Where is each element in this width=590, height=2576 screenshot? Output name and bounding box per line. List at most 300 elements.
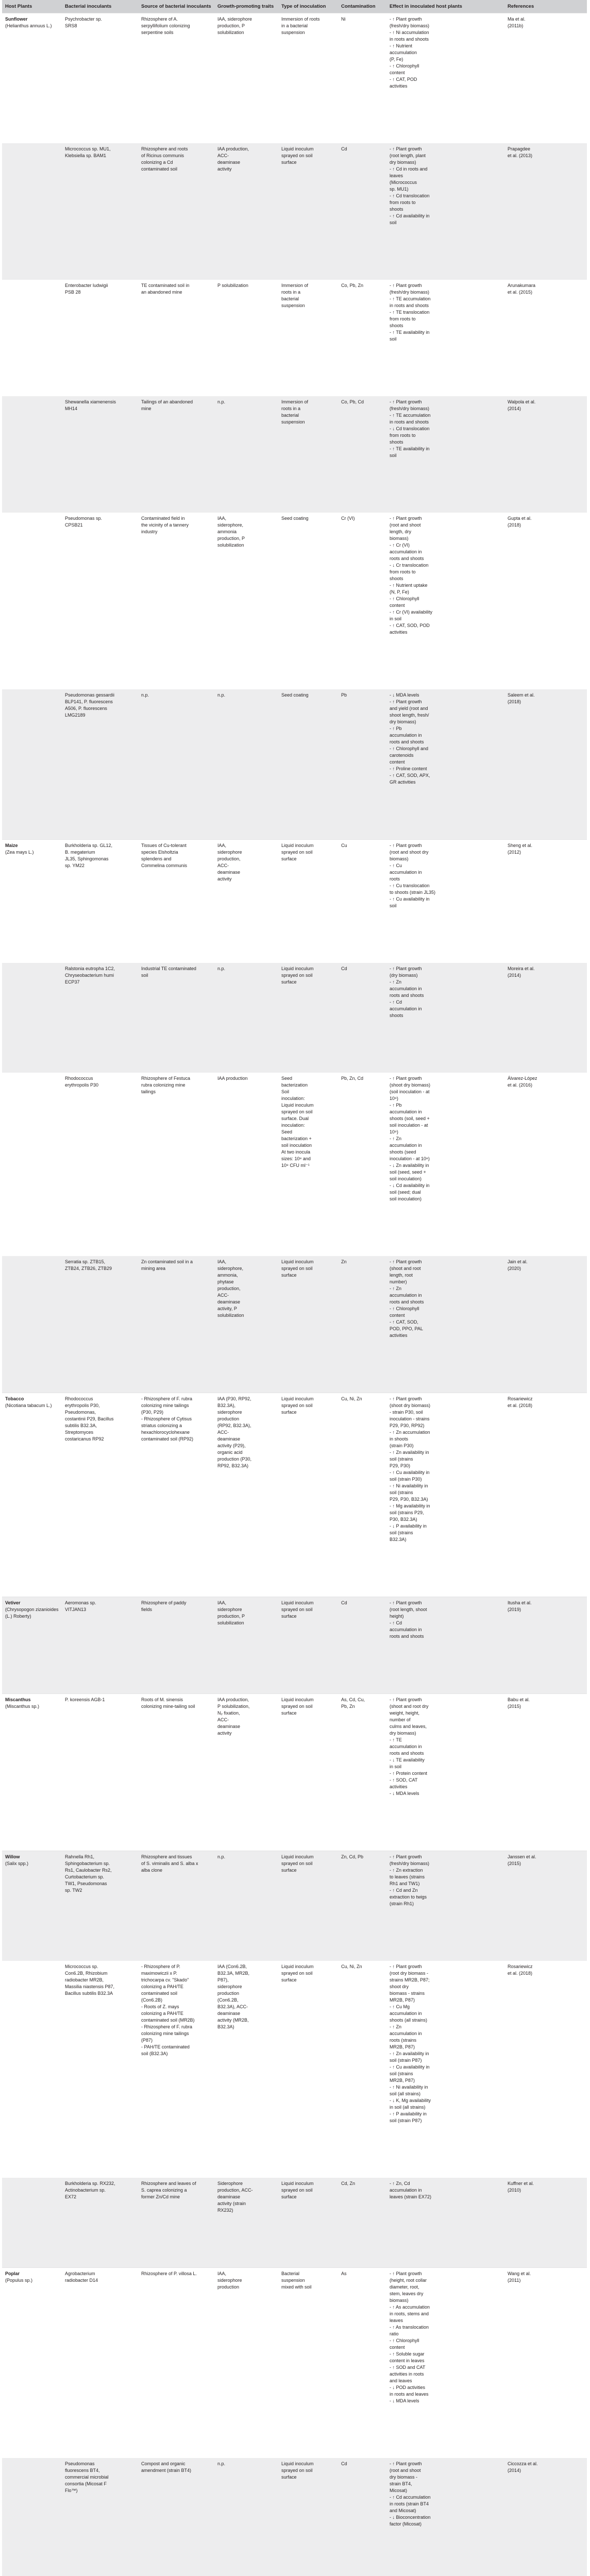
inoculation-cell (278, 1851, 338, 1961)
bacterial-inoculants-cell (62, 1694, 138, 1851)
references-cell (504, 143, 587, 280)
cell-line: IAA, (217, 1259, 227, 1264)
references-cell (504, 1851, 587, 1961)
cell-line: siderophore (217, 1607, 242, 1612)
cell-line: - ↑ Plant growth (390, 146, 422, 151)
cell-line: erythropolis P30, (65, 1403, 100, 1408)
contamination-cell (338, 13, 386, 144)
table-row (2, 1851, 587, 1961)
cell-line: - ↓ P availability in (390, 1523, 427, 1529)
host-plant-cell (2, 13, 62, 144)
cell-line: in soil (390, 1764, 402, 1769)
cell-line: As (341, 2271, 347, 2276)
cell-line: tailings (141, 1089, 156, 1094)
cell-line: - ↑ Chlorophyll (390, 63, 419, 69)
cell-line: Liquid inoculum (281, 1697, 314, 1702)
cell-line: Con6.2B, Rhizobium (65, 1971, 108, 1976)
cell-line: B32.3A), (217, 1403, 236, 1408)
cell-line: Sheng et al. (508, 843, 533, 848)
cell-line: soil (strains P29, (390, 1510, 424, 1515)
cell-line: in shoots (390, 1436, 409, 1442)
cell-line: Janssen et al. (508, 1854, 536, 1859)
cell-line: Contaminated field in (141, 516, 185, 521)
cell-line: Cu, Ni, Zn (341, 1964, 362, 1969)
cell-line: (shoot and root dry (390, 1704, 429, 1709)
cell-line: (2015) (508, 1861, 521, 1866)
host-plant-cell (2, 1851, 62, 1961)
cell-line: amendment (strain BT4) (141, 2468, 192, 2473)
cell-line: industry (141, 529, 158, 534)
cell-line: Tailings of an abandoned (141, 399, 193, 404)
cell-line: Commelina communis (141, 863, 188, 868)
inoculation-cell (278, 2458, 338, 2576)
cell-line: accumulation in (390, 1109, 422, 1114)
cell-line: activities in roots (390, 2371, 424, 2377)
cell-line: et al. (2013) (508, 153, 533, 158)
cell-line: Soil (281, 1089, 290, 1094)
cell-line: - ↑ Plant growth (390, 1600, 422, 1605)
table-row (2, 2458, 587, 2576)
cell-line: - ↑ Cd availability in (390, 213, 430, 218)
cell-line: - ↑ P availability in (390, 2111, 427, 2116)
cell-line: Bacterial (281, 2271, 300, 2276)
cell-line: Burkholderia sp. GL12, (65, 843, 113, 848)
cell-line: erythropolis P30 (65, 1082, 99, 1088)
effect-cell (386, 689, 504, 840)
cell-line: (root length, plant (390, 153, 426, 158)
cell-line: Rosariewicz (508, 1396, 533, 1401)
cell-line: content (390, 603, 405, 608)
cell-line: colonizing a Cd (141, 160, 173, 165)
cell-line: MR2B, P87) (390, 2078, 415, 2083)
cell-line: deaminase (217, 160, 241, 165)
cell-line: inoculation - strains (390, 1416, 430, 1421)
cell-line: (2019) (508, 1607, 521, 1612)
cell-line: - ↑ Cu availability in (390, 2064, 430, 2070)
growth-traits-cell (214, 1073, 278, 1256)
cell-line: - ↑ Cu availability in (390, 1470, 430, 1475)
contamination-cell (338, 2458, 386, 2576)
cell-line: - ↑ Cr (VI) availability (390, 609, 433, 615)
cell-line: (fresh/dry biomass) (390, 23, 430, 28)
cell-line: shoots (all strains) (390, 2018, 428, 2023)
inoculation-cell (278, 13, 338, 144)
cell-line: radiobacter D14 (65, 2278, 98, 2283)
cell-line: Curtobacterium sp. (65, 1874, 105, 1879)
effect-cell (386, 1694, 504, 1851)
effect-cell (386, 2268, 504, 2459)
cell-line: sprayed on soil (281, 153, 313, 158)
effect-cell (386, 513, 504, 689)
cell-line: TW1, Pseudomonas (65, 1881, 107, 1886)
cell-line: shoots (soil, seed + (390, 1116, 430, 1121)
cell-line: - ↑ Plant growth (390, 2461, 422, 2466)
inoculation-cell (278, 1256, 338, 1393)
cell-line: - ↑ Plant growth (390, 399, 422, 404)
cell-line: bacterial (281, 296, 299, 301)
cell-line: Ralstonia eutropha 1C2, (65, 966, 115, 971)
cell-line: Shewanella xiamenensis (65, 399, 116, 404)
cell-line: - ↑ TE accumulation (390, 296, 431, 301)
cell-line: Liquid inoculum (281, 2461, 314, 2466)
cell-line: inoculation: (281, 1123, 305, 1128)
cell-line: - ↑ Plant growth (390, 843, 422, 848)
cell-line: ZTB24, ZTB26, ZTB29 (65, 1266, 112, 1271)
inoculation-cell (278, 963, 338, 1073)
cell-line: n.p. (217, 692, 226, 698)
host-plant-cell (2, 1961, 62, 2178)
cell-line: (shoot and root (390, 1266, 421, 1271)
cell-line: - ↑ Mg availability in (390, 1503, 430, 1509)
bacterial-inoculants-cell (62, 2458, 138, 2576)
inoculation-cell (278, 280, 338, 396)
cell-line: - Rhizosphere of P. (141, 1964, 180, 1969)
contamination-cell (338, 2268, 386, 2459)
cell-line: biomass) (390, 536, 409, 541)
cell-line: Prapagdee (508, 146, 531, 151)
cell-line: contaminated soil (RP92) (141, 1436, 194, 1442)
cell-line: Siderophore (217, 2181, 243, 2186)
cell-line: et al. (2018) (508, 1971, 533, 1976)
host-plant-cell (2, 396, 62, 513)
header-bacterial-inoculants: Bacterial inoculants (62, 0, 138, 13)
cell-line: Rhodococcus (65, 1076, 93, 1081)
cell-line: height) (390, 1614, 404, 1619)
inoculation-cell (278, 1694, 338, 1851)
header-inoculation-type: Type of inoculation (278, 0, 338, 13)
source-cell (138, 1961, 214, 2178)
bacterial-inoculants-cell (62, 2178, 138, 2268)
cell-line: sprayed on soil (281, 1403, 313, 1408)
cell-line: in roots and shoots (390, 419, 429, 425)
cell-line: colonizing a PAH/TE (141, 2011, 183, 2016)
effect-cell (386, 963, 504, 1073)
cell-line: contaminated soil (MR2B) (141, 2018, 195, 2023)
contamination-cell (338, 689, 386, 840)
bacterial-inoculants-cell (62, 689, 138, 840)
cell-line: production, P (217, 536, 245, 541)
cell-line: (Con6.2B, (217, 1997, 239, 2003)
cell-line: alba clone (141, 1868, 163, 1873)
cell-line: (dry biomass) (390, 973, 418, 978)
references-cell (504, 1256, 587, 1393)
cell-line: - ↑ TE availability in (390, 446, 430, 451)
cell-line: production, P (217, 1614, 245, 1619)
cell-line: number) (390, 1279, 407, 1284)
inoculation-cell (278, 2268, 338, 2459)
cell-line: IAA production, (217, 146, 249, 151)
cell-line: Micosat) (390, 2488, 408, 2493)
cell-line: IAA, (217, 843, 227, 848)
cell-line: extraction to twigs (390, 1894, 427, 1900)
cell-line: POD, PPO, PAL (390, 1326, 423, 1331)
contamination-cell (338, 2178, 386, 2268)
source-cell (138, 1256, 214, 1393)
cell-line: biomass - strains (390, 1991, 425, 1996)
cell-line: production, (217, 856, 241, 861)
cell-line: accumulation in (390, 1006, 422, 1011)
effect-cell (386, 1851, 504, 1961)
cell-line: (soil inoculation - at (390, 1089, 430, 1094)
cell-line: Bacillus subtilis B32.3A (65, 1991, 113, 1996)
growth-traits-cell (214, 13, 278, 144)
cell-line: SRS8 (65, 23, 77, 28)
cell-line: Enterobacter ludwigii (65, 283, 108, 288)
table-row (2, 280, 587, 396)
cell-line: in roots and leaves (390, 2392, 429, 2397)
cell-line: P solubilization, (217, 1704, 250, 1709)
cell-line: hexachlorocyclohexane (141, 1430, 190, 1435)
cell-line: - ↑ Ni availability in (390, 1483, 428, 1488)
cell-line: Liquid inoculum (281, 1600, 314, 1605)
cell-line: accumulation in (390, 549, 422, 554)
cell-line: - ↑ Plant growth (390, 1854, 422, 1859)
cell-line: sizes: 10⁸ and (281, 1156, 311, 1161)
growth-traits-cell (214, 840, 278, 963)
cell-line: - Rhizosphere of F. rubra (141, 2024, 193, 2029)
cell-line: - ↑ Cd in roots and (390, 166, 428, 172)
source-cell (138, 689, 214, 840)
cell-line: IAA, (217, 2271, 227, 2276)
cell-line: mining area (141, 1266, 166, 1271)
growth-traits-cell (214, 689, 278, 840)
cell-line: Itusha et al. (508, 1600, 532, 1605)
cell-line: activity (P29), (217, 1443, 246, 1448)
cell-line: sprayed on soil (281, 1704, 313, 1709)
cell-line: B32.3A), ACC- (217, 2004, 248, 2009)
cell-line: (N, P, Fe) (390, 589, 409, 595)
cell-line: - ↑ Zn (390, 1286, 402, 1291)
cell-line: Micrococcus sp. MU1, (65, 146, 111, 151)
cell-line: Immersion of roots (281, 16, 320, 22)
table-row (2, 1073, 587, 1256)
cell-line: - ↑ Soluble sugar (390, 2351, 425, 2357)
growth-traits-cell (214, 1851, 278, 1961)
cell-line: IAA (P30, RP92, (217, 1396, 251, 1401)
cell-line: of Ricinus communis (141, 153, 184, 158)
cell-line: - ↓ Cd availability in (390, 1183, 430, 1188)
cell-line: surface (281, 2475, 297, 2480)
cell-line: - ↓ Cr translocation (390, 563, 429, 568)
cell-line: (root and shoot dry (390, 850, 429, 855)
source-cell (138, 2458, 214, 2576)
growth-traits-cell (214, 143, 278, 280)
bacterial-inoculants-cell (62, 280, 138, 396)
cell-line: subtilis B32.3A, (65, 1423, 97, 1428)
cell-line: - ↑ Cd and Zn (390, 1888, 418, 1893)
inoculation-cell (278, 396, 338, 513)
cell-line: sp. MU1) (390, 187, 409, 192)
table-row (2, 1961, 587, 2178)
cell-line: Seed (281, 1129, 293, 1134)
table-row (2, 513, 587, 689)
source-cell (138, 513, 214, 689)
cell-line: leaves (strain EX72) (390, 2194, 432, 2199)
cell-line: from roots to (390, 200, 416, 205)
cell-line: - ↑ Plant growth (390, 1697, 422, 1702)
cell-line: ACC- (217, 863, 229, 868)
cell-line: siderophore (217, 1410, 242, 1415)
cell-line: (RP92, B32.3A), (217, 1423, 251, 1428)
cell-line: P87), (217, 1977, 229, 1982)
bacterial-inoculants-cell (62, 963, 138, 1073)
cell-line: Jain et al. (508, 1259, 528, 1264)
cell-line: inoculation - at 10⁸) (390, 1156, 430, 1161)
cell-line: serpyllifolium colonizing (141, 23, 190, 28)
cell-line: length, root (390, 1273, 413, 1278)
cell-line: - ↓ K, Mg availability (390, 2098, 431, 2103)
cell-line: P29, P30) (390, 1463, 411, 1468)
cell-line: Co, Pb, Zn (341, 283, 364, 288)
contamination-cell (338, 143, 386, 280)
cell-line: former Zn/Cd mine (141, 2194, 180, 2199)
cell-line: Rs1, Caulobacter Rs2, (65, 1868, 112, 1873)
table-row (2, 2268, 587, 2459)
cell-line: - ↑ Cd translocation (390, 193, 430, 198)
cell-line: siderophore (217, 850, 242, 855)
cell-line: - ↑ Cu translocation (390, 883, 430, 888)
cell-line: Aeromonas sp. (65, 1600, 96, 1605)
cell-line: soil (390, 336, 397, 342)
references-cell (504, 2268, 587, 2459)
cell-line: MR2B, P87) (390, 2044, 415, 2049)
cell-line: Liquid inoculum (281, 146, 314, 151)
cell-line: number of (390, 1717, 411, 1722)
cell-line: B. megaterium (65, 850, 95, 855)
cell-line: At two inocula (281, 1149, 311, 1155)
cell-line: soil (390, 453, 397, 458)
cell-line: content (390, 759, 405, 765)
cell-line: Psychrobacter sp. (65, 16, 103, 22)
cell-line: 10⁹ CFU ml⁻¹ (281, 1163, 310, 1168)
effect-cell (386, 396, 504, 513)
cell-line: - ↑ Zn availability in (390, 2051, 429, 2056)
inoculation-table (2, 0, 587, 2576)
cell-line: striatus colonizing a (141, 1423, 182, 1428)
cell-line: Compost and organic (141, 2461, 186, 2466)
cell-line: mixed with soil (281, 2284, 312, 2290)
cell-line: n.p. (141, 692, 149, 698)
cell-line: carotenoids (390, 753, 414, 758)
cell-line: - ↓ TE availability (390, 1757, 425, 1762)
cell-line: activity (strain (217, 2201, 246, 2206)
growth-traits-cell (214, 396, 278, 513)
cell-line: ACC- (217, 1430, 229, 1435)
host-plant-cell (2, 1256, 62, 1393)
host-plant-cell (2, 689, 62, 840)
cell-line: B32.3A) (217, 2024, 234, 2029)
host-plant-name: Maize (5, 843, 18, 848)
inoculation-cell (278, 1597, 338, 1694)
cell-line: solubilization (217, 1313, 244, 1318)
cell-line: - ↑ Plant growth (390, 699, 422, 704)
cell-line: Pb (341, 692, 347, 698)
header-row (2, 0, 587, 13)
references-cell (504, 1961, 587, 2178)
source-cell (138, 13, 214, 144)
cell-line: - ↑ Plant growth (390, 16, 422, 22)
cell-line: bacterial (281, 413, 299, 418)
cell-line: factor (Micosat) (390, 2521, 422, 2527)
table-row (2, 689, 587, 840)
source-cell (138, 963, 214, 1073)
cell-line: surface (281, 1710, 297, 1716)
cell-line: sprayed on soil (281, 1607, 313, 1612)
cell-line: dry biomass) (390, 160, 416, 165)
host-plant-name: Tobacco (5, 1396, 24, 1401)
cell-line: - ↑ TE availability in (390, 330, 430, 335)
cell-line: Cd (341, 966, 347, 971)
cell-line: Serratia sp. ZTB15, (65, 1259, 106, 1264)
inoculation-cell (278, 689, 338, 840)
cell-line: - ↑ As translocation (390, 2325, 429, 2330)
cell-line: n.p. (217, 966, 226, 971)
table-row (2, 1393, 587, 1597)
cell-line: - ↑ Plant growth (390, 1964, 422, 1969)
cell-line: accumulation in (390, 986, 422, 991)
inoculation-cell (278, 143, 338, 280)
cell-line: Pb, Zn (341, 1704, 355, 1709)
growth-traits-cell (214, 280, 278, 396)
cell-line: Roots of M. sinensis (141, 1697, 183, 1702)
references-cell (504, 280, 587, 396)
cell-line: (Con6.2B) (141, 1997, 163, 2003)
references-cell (504, 396, 587, 513)
cell-line: diameter, root, (390, 2284, 419, 2290)
cell-line: deaminase (217, 1299, 241, 1304)
cell-line: deaminase (217, 2011, 241, 2016)
references-cell (504, 1597, 587, 1694)
cell-line: to leaves (strains (390, 1874, 425, 1879)
growth-traits-cell (214, 2458, 278, 2576)
cell-line: Wang et al. (508, 2271, 531, 2276)
cell-line: (fresh/dry biomass) (390, 1861, 430, 1866)
references-cell (504, 1073, 587, 1256)
cell-line: IAA, (217, 1600, 227, 1605)
references-cell (504, 689, 587, 840)
host-plant-cell (2, 1393, 62, 1597)
references-cell (504, 513, 587, 689)
cell-line: - strain P30, soil (390, 1410, 423, 1415)
cell-line: in soil (all strains) (390, 2105, 426, 2110)
cell-line: ratio (390, 2331, 399, 2336)
cell-line: production (P30, (217, 1456, 252, 1462)
cell-line: Tissues of Cu-tolerant (141, 843, 187, 848)
cell-line: Rhizosphere and tissues (141, 1854, 192, 1859)
cell-line: length, dry (390, 529, 412, 534)
cell-line: - ↑ CAT, SOD, POD (390, 623, 430, 628)
bacterial-inoculants-cell (62, 1961, 138, 2178)
cell-line: accumulation (390, 50, 417, 55)
host-plant-cell (2, 840, 62, 963)
cell-line: BLP141, P. fluorescens (65, 699, 113, 704)
cell-line: soil (strain P87) (390, 2118, 422, 2123)
cell-line: contaminated soil (141, 1991, 178, 1996)
cell-line: production (217, 1416, 240, 1421)
cell-line: costantinii P29, Bacillus (65, 1416, 114, 1421)
cell-line: soil inoculation) (390, 1196, 422, 1201)
cell-line: - ↑ Cu Mg (390, 2004, 410, 2009)
cell-line: - ↑ Zn (390, 1136, 402, 1141)
cell-line: Pseudomonas, (65, 1410, 96, 1415)
cell-line: bacterization (281, 1082, 308, 1088)
cell-line: colonizing mine-tailing soil (141, 1704, 195, 1709)
cell-line: radiobacter MR2B, (65, 1977, 104, 1982)
cell-line: ACC- (217, 153, 229, 158)
cell-line: activities (390, 1333, 408, 1338)
cell-line: Liquid inoculum (281, 1854, 314, 1859)
cell-line: Walpola et al. (508, 399, 536, 404)
